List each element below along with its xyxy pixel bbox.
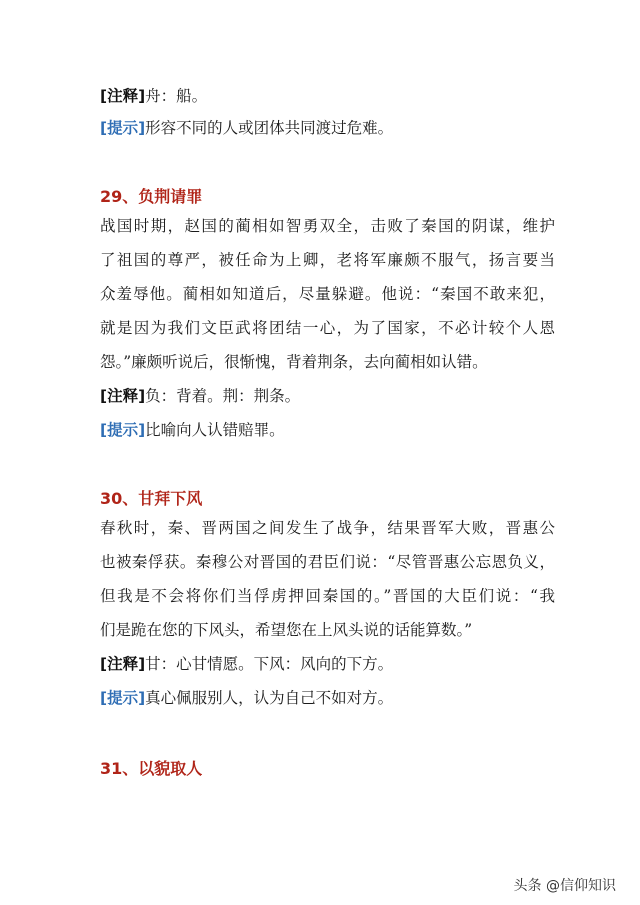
- note-label: [注释]: [100, 387, 146, 405]
- section-heading-31: 31、以貌取人: [100, 759, 203, 778]
- paragraph-line: 众羞辱他。蔺相如知道后，尽量躲避。他说：“秦国不敢来犯，: [100, 285, 555, 303]
- note-line: [100, 386, 300, 406]
- note-label: [注释]: [100, 655, 146, 673]
- note-text: 负：背着。荆：荆条。: [145, 387, 301, 405]
- paragraph-line: 就是因为我们文臣武将团结一心，为了国家，不必计较个人恩: [100, 319, 555, 337]
- paragraph-line: 春秋时，秦、晋两国之间发生了战争，结果晋军大败，晋惠公: [100, 519, 555, 537]
- source-watermark: 头条 @信仰知识: [513, 878, 616, 894]
- tip-line: [100, 420, 285, 440]
- paragraph-line: 也被秦俘获。秦穆公对晋国的君臣们说：“尽管晋惠公忘恩负义，: [100, 553, 555, 571]
- tip-text: 比喻向人认错赔罪。: [145, 421, 285, 439]
- note-line: [100, 86, 207, 106]
- tip-label: [提示]: [100, 119, 146, 137]
- note-text: 甘：心甘情愿。下风：风向的下方。: [145, 655, 394, 673]
- section-heading-30: 30、甘拜下风: [100, 489, 203, 508]
- tip-line: [100, 688, 393, 708]
- note-label: [注释]: [100, 87, 146, 105]
- tip-label: [提示]: [100, 421, 146, 439]
- tip-line: [100, 118, 393, 138]
- note-line: [100, 654, 393, 674]
- paragraph-line: 怨。”廉颇听说后，很惭愧，背着荆条，去向蔺相如认错。: [100, 353, 488, 371]
- paragraph-line: 了祖国的尊严，被任命为上卿，老将军廉颇不服气，扬言要当: [100, 251, 555, 269]
- tip-text: 真心佩服别人，认为自己不如对方。: [145, 689, 394, 707]
- paragraph-line: 们是跪在您的下风头，希望您在上风头说的话能算数。”: [100, 621, 473, 639]
- paragraph-line: 但我是不会将你们当俘虏押回秦国的。”晋国的大臣们说：“我: [100, 587, 555, 605]
- section-heading-29: 29、负荆请罪: [100, 187, 203, 206]
- paragraph-line: 战国时期，赵国的蔺相如智勇双全，击败了秦国的阴谋，维护: [100, 217, 555, 235]
- tip-label: [提示]: [100, 689, 146, 707]
- note-text: 舟：船。: [145, 87, 208, 105]
- tip-text: 形容不同的人或团体共同渡过危难。: [145, 119, 394, 137]
